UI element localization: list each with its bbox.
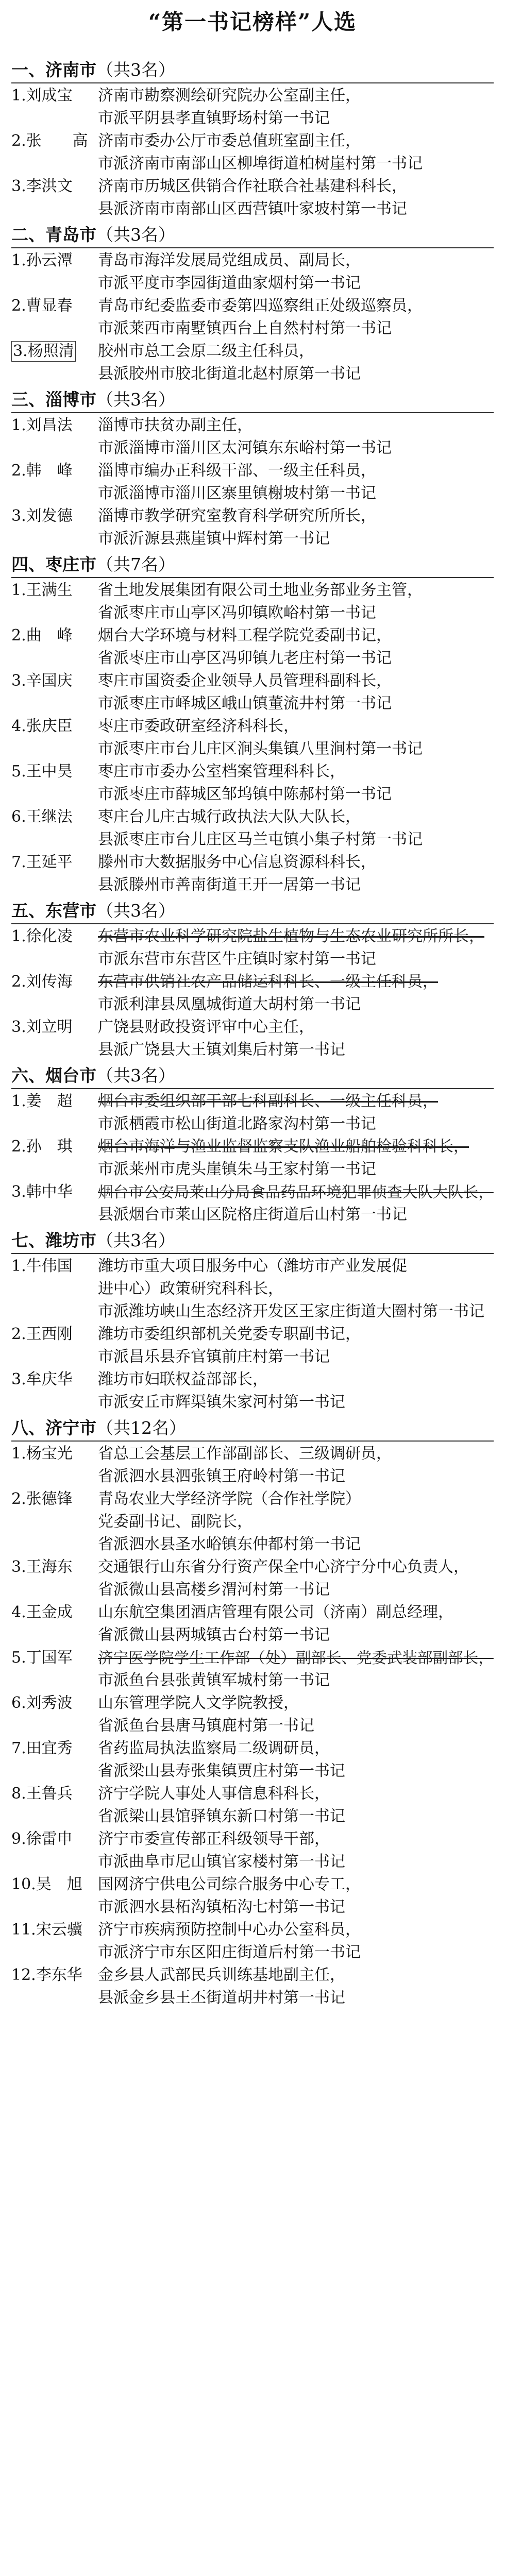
- description-line: 滕州市大数据服务中心信息资源科科长，: [98, 853, 376, 871]
- description-line: 市派平度市李园街道曲家烟村第一书记: [98, 274, 361, 292]
- person-name: [11, 340, 98, 363]
- section-2: [11, 221, 494, 385]
- description-line: 省土地发展集团有限公司土地业务部业务主管，: [98, 581, 423, 599]
- person-name: 1.牛伟国: [11, 1257, 73, 1275]
- description-line: 市派平阴县孝直镇野场村第一书记: [98, 109, 330, 127]
- person-entry: [11, 760, 494, 806]
- person-name: 2.张 高: [11, 132, 88, 150]
- description-line: 济南市历城区供销合作社联合社基建科科长，: [98, 177, 407, 195]
- person-entry: [11, 1919, 494, 1964]
- person-description: [98, 1964, 494, 2009]
- description-line: 市派曲阜市尼山镇官家楼村第一书记: [98, 1853, 345, 1871]
- person-name: 1.王满生: [11, 581, 73, 599]
- person-name: 1.刘成宝: [11, 87, 73, 105]
- person-description: [98, 84, 494, 130]
- person-description: [98, 130, 494, 175]
- person-entry: [11, 925, 494, 971]
- person-name: 12.李东华: [11, 1966, 82, 1984]
- person-name: 1.孙云潭: [11, 251, 73, 269]
- description-line: 烟台市委组织部干部七科副科长、一级主任科员，: [98, 1092, 438, 1110]
- person-entry: [11, 1964, 494, 2009]
- section-heading-text: 三、淄博市: [11, 389, 96, 410]
- page-title: “第一书记榜样”人选: [148, 9, 357, 35]
- person-name: 7.田宜秀: [11, 1739, 73, 1757]
- description-line: 省派梁山县馆驿镇东新口村第一书记: [98, 1807, 345, 1825]
- person-description: [98, 1828, 494, 1873]
- person-description: [98, 175, 494, 221]
- person-description: [98, 1783, 494, 1828]
- section-heading: [11, 550, 494, 579]
- description-line: 市派淄博市淄川区太河镇东东峪村第一书记: [98, 439, 392, 457]
- description-line: 济南市勘察测绘研究院办公室副主任，: [98, 87, 361, 105]
- person-description: [98, 414, 494, 460]
- description-line: 县派广饶县大王镇刘集后村第一书记: [98, 1041, 345, 1059]
- description-line: 县派滕州市善南街道王开一居第一书记: [98, 876, 361, 894]
- description-line: 进中心）政策研究科科长，: [98, 1280, 283, 1298]
- section-count: （共3名）: [96, 1230, 175, 1250]
- person-entry: [11, 249, 494, 295]
- section-heading: [11, 1061, 494, 1090]
- description-line: 淄博市编办正科级干部、一级主任科员，: [98, 462, 376, 480]
- person-name: 2.曹显春: [11, 297, 73, 315]
- person-name: 2.刘传海: [11, 973, 73, 991]
- description-line: 市派沂源县燕崖镇中辉村第一书记: [98, 530, 330, 548]
- section-heading-text: 二、青岛市: [11, 225, 96, 245]
- description-line: 枣庄市国资委企业领导人员管理科副科长，: [98, 672, 392, 690]
- person-description: [98, 1488, 494, 1556]
- person-entry: [11, 1181, 494, 1226]
- person-entry: [11, 1368, 494, 1414]
- person-description: [98, 249, 494, 295]
- section-heading: [11, 385, 494, 414]
- description-line: 济宁学院人事处人事信息科科长，: [98, 1785, 330, 1803]
- person-entry: [11, 579, 494, 624]
- person-description: [98, 624, 494, 670]
- section-heading-text: 一、济南市: [11, 60, 96, 80]
- person-entry: [11, 340, 494, 385]
- description-line: 省派泗水县圣水峪镇东仲都村第一书记: [98, 1535, 361, 1553]
- person-description: [98, 1556, 494, 1601]
- person-entry: [11, 1828, 494, 1873]
- person-entry: [11, 1737, 494, 1783]
- section-count: （共7名）: [96, 554, 175, 574]
- person-entry: [11, 1136, 494, 1181]
- person-name: 5.王中昊: [11, 762, 73, 781]
- person-description: [98, 715, 494, 760]
- description-line: 山东管理学院人文学院教授，: [98, 1694, 299, 1712]
- description-line: 淄博市扶贫办副主任，: [98, 416, 252, 434]
- person-description: [98, 806, 494, 851]
- person-name: 3.刘发德: [11, 507, 73, 525]
- person-entry: [11, 84, 494, 130]
- description-line: 东营市供销社农产品储运科科长、一级主任科员，: [98, 973, 438, 991]
- section-heading-text: 六、烟台市: [11, 1065, 96, 1086]
- person-entry: [11, 175, 494, 221]
- description-line: 国网济宁供电公司综合服务中心专工，: [98, 1875, 361, 1893]
- person-description: [98, 670, 494, 715]
- person-name: 6.王继法: [11, 808, 73, 826]
- section-count: （共3名）: [96, 225, 175, 245]
- section-heading-text: 七、潍坊市: [11, 1230, 96, 1250]
- description-line: 潍坊市妇联权益部部长，: [98, 1370, 268, 1388]
- person-name: 11.宋云骥: [11, 1921, 82, 1939]
- person-description: [98, 760, 494, 806]
- description-line: 金乡县人武部民兵训练基地副主任，: [98, 1966, 345, 1984]
- person-name: 3.王海东: [11, 1558, 73, 1576]
- person-description: [98, 1016, 494, 1061]
- description-line: 市派鱼台县张黄镇军城村第一书记: [98, 1671, 330, 1689]
- description-line: 广饶县财政投资评审中心主任，: [98, 1018, 314, 1036]
- description-line: 青岛市海洋发展局党组成员、副局长，: [98, 251, 361, 269]
- person-description: [98, 1255, 494, 1323]
- section-heading-text: 四、枣庄市: [11, 554, 96, 574]
- description-line: 市派枣庄市薛城区邹坞镇中陈郝村第一书记: [98, 785, 392, 803]
- person-description: [98, 340, 494, 385]
- person-name: 2.曲 峰: [11, 626, 73, 645]
- person-name: 7.王延平: [11, 853, 73, 871]
- description-line: 省派泗水县泗张镇王府岭村第一书记: [98, 1467, 345, 1485]
- person-name: 1.姜 超: [11, 1092, 73, 1110]
- person-description: [98, 1368, 494, 1414]
- description-line: 县派金乡县王丕街道胡井村第一书记: [98, 1989, 345, 2007]
- section-7: [11, 1226, 494, 1414]
- person-name: 2.孙 琪: [11, 1138, 73, 1156]
- description-line: 烟台市公安局莱山分局食品药品环境犯罪侦查大队大队长，: [98, 1183, 494, 1201]
- section-heading: [11, 1414, 494, 1443]
- person-entry: [11, 460, 494, 505]
- person-name: 10.吴 旭: [11, 1875, 82, 1893]
- person-name: 3.韩中华: [11, 1183, 73, 1201]
- person-name-boxed: 3.杨照清: [11, 341, 76, 362]
- section-5: [11, 896, 494, 1061]
- person-entry: [11, 1692, 494, 1737]
- section-count: （共3名）: [96, 1065, 175, 1086]
- section-heading: [11, 221, 494, 249]
- description-line: 市派枣庄市峄城区峨山镇董流井村第一书记: [98, 694, 392, 713]
- sections-container: [11, 56, 494, 2009]
- person-description: [98, 295, 494, 340]
- section-count: （共3名）: [96, 901, 175, 921]
- person-description: [98, 1737, 494, 1783]
- person-entry: [11, 715, 494, 760]
- description-line: 省派梁山县寿张集镇贾庄村第一书记: [98, 1762, 345, 1780]
- description-line: 省总工会基层工作部副部长、三级调研员，: [98, 1445, 392, 1463]
- person-name: 8.王鲁兵: [11, 1785, 73, 1803]
- person-name: 3.辛国庆: [11, 672, 73, 690]
- person-description: [98, 1601, 494, 1647]
- person-description: [98, 1181, 494, 1226]
- description-line: 县派济南市南部山区西营镇叶家坡村第一书记: [98, 200, 407, 218]
- section-heading: [11, 56, 494, 84]
- section-count: （共12名）: [96, 1418, 186, 1438]
- person-entry: [11, 1647, 494, 1692]
- description-line: 市派利津县凤凰城街道大胡村第一书记: [98, 995, 361, 1013]
- description-line: 市派昌乐县乔官镇前庄村第一书记: [98, 1348, 330, 1366]
- section-heading: [11, 896, 494, 925]
- person-entry: [11, 1873, 494, 1919]
- description-line: 市派莱州市虎头崖镇朱马王家村第一书记: [98, 1160, 376, 1178]
- description-line: 胶州市总工会原二级主任科员，: [98, 342, 314, 360]
- person-description: [98, 971, 494, 1016]
- person-entry: [11, 1090, 494, 1136]
- description-line: 枣庄市委政研室经济科科长，: [98, 717, 299, 735]
- description-line: 青岛市纪委监委市委第四巡察组正处级巡察员，: [98, 297, 423, 315]
- person-entry: [11, 806, 494, 851]
- person-description: [98, 1692, 494, 1737]
- description-line: 省派枣庄市山亭区冯卯镇九老庄村第一书记: [98, 649, 392, 667]
- person-entry: [11, 414, 494, 460]
- person-name: 5.丁国军: [11, 1649, 73, 1667]
- description-line: 烟台市海洋与渔业监督监察支队渔业船舶检验科科长，: [98, 1138, 469, 1156]
- description-line: 省派微山县两城镇古台村第一书记: [98, 1626, 330, 1644]
- person-name: 4.张庆臣: [11, 717, 73, 735]
- description-line: 枣庄市市委办公室档案管理科科长，: [98, 762, 345, 781]
- person-entry: [11, 1556, 494, 1601]
- person-name: 9.徐雷申: [11, 1830, 73, 1848]
- description-line: 东营市农业科学研究院盐生植物与生态农业研究所所长，: [98, 927, 484, 945]
- person-description: [98, 505, 494, 550]
- person-name: 2.王西刚: [11, 1325, 73, 1343]
- description-line: 县派烟台市莱山区院格庄街道后山村第一书记: [98, 1206, 407, 1224]
- person-entry: [11, 1016, 494, 1061]
- person-entry: [11, 130, 494, 175]
- person-entry: [11, 624, 494, 670]
- person-name: 6.刘秀波: [11, 1694, 73, 1712]
- description-line: 青岛农业大学经济学院（合作社学院）: [98, 1490, 361, 1508]
- description-line: 交通银行山东省分行资产保全中心济宁分中心负责人，: [98, 1558, 469, 1576]
- section-8: [11, 1414, 494, 2009]
- description-line: 省药监局执法监察局二级调研员，: [98, 1739, 330, 1757]
- section-6: [11, 1061, 494, 1226]
- person-name: 1.徐化凌: [11, 927, 73, 945]
- person-description: [98, 925, 494, 971]
- person-name: 2.韩 峰: [11, 462, 73, 480]
- person-description: [98, 1919, 494, 1964]
- description-line: 市派济南市南部山区柳埠街道柏树崖村第一书记: [98, 155, 423, 173]
- description-line: 市派东营市东营区牛庄镇时家村第一书记: [98, 950, 376, 968]
- person-name: 2.张德锋: [11, 1490, 73, 1508]
- section-1: [11, 56, 494, 221]
- description-line: 党委副书记、副院长，: [98, 1513, 252, 1531]
- person-description: [98, 460, 494, 505]
- person-entry: [11, 295, 494, 340]
- person-description: [98, 1090, 494, 1136]
- description-line: 市派枣庄市台儿庄区涧头集镇八里涧村第一书记: [98, 740, 423, 758]
- description-line: 济宁市委宣传部正科级领导干部，: [98, 1830, 330, 1848]
- description-line: 市派栖霞市松山街道北路家沟村第一书记: [98, 1115, 376, 1133]
- description-line: 潍坊市委组织部机关党委专职副书记，: [98, 1325, 361, 1343]
- person-entry: [11, 1601, 494, 1647]
- description-line: 省派枣庄市山亭区冯卯镇欧峪村第一书记: [98, 604, 376, 622]
- person-entry: [11, 670, 494, 715]
- description-line: 省派鱼台县唐马镇鹿村第一书记: [98, 1717, 314, 1735]
- person-description: [98, 1647, 494, 1692]
- description-line: 市派安丘市辉渠镇朱家河村第一书记: [98, 1393, 345, 1411]
- description-line: 山东航空集团酒店管理有限公司（济南）副总经理，: [98, 1603, 453, 1621]
- description-line: 县派胶州市胶北街道北赵村原第一书记: [98, 365, 361, 383]
- person-description: [98, 1443, 494, 1488]
- description-line: 济宁医学院学生工作部（处）副部长、党委武装部副部长，: [98, 1649, 494, 1667]
- section-count: （共3名）: [96, 60, 175, 80]
- section-heading: [11, 1226, 494, 1255]
- person-entry: [11, 505, 494, 550]
- section-heading-text: 八、济宁市: [11, 1418, 96, 1438]
- person-entry: [11, 971, 494, 1016]
- description-line: 济南市委办公厅市委总值班室副主任，: [98, 132, 361, 150]
- section-3: [11, 385, 494, 550]
- person-entry: [11, 1255, 494, 1323]
- person-description: [98, 1323, 494, 1368]
- description-line: 烟台大学环境与材料工程学院党委副书记，: [98, 626, 392, 645]
- description-line: 市派泗水县柘沟镇柘沟七村第一书记: [98, 1898, 345, 1916]
- description-line: 淄博市教学研究室教育科学研究所所长，: [98, 507, 376, 525]
- description-line: 济宁市疾病预防控制中心办公室科员，: [98, 1921, 361, 1939]
- person-entry: [11, 1783, 494, 1828]
- description-line: 市派淄博市淄川区寨里镇榭坡村第一书记: [98, 484, 376, 502]
- section-4: [11, 550, 494, 896]
- person-description: [98, 579, 494, 624]
- person-description: [98, 1136, 494, 1181]
- person-name: 1.刘昌法: [11, 416, 73, 434]
- person-entry: [11, 1323, 494, 1368]
- person-name: 1.杨宝光: [11, 1445, 73, 1463]
- person-name: 3.牟庆华: [11, 1370, 73, 1388]
- description-line: 潍坊市重大项目服务中心（潍坊市产业发展促: [98, 1257, 407, 1275]
- description-line: 枣庄台儿庄古城行政执法大队大队长，: [98, 808, 361, 826]
- person-name: 3.李洪文: [11, 177, 73, 195]
- description-line: 县派枣庄市台儿庄区马兰屯镇小集子村第一书记: [98, 831, 423, 849]
- section-count: （共3名）: [96, 389, 175, 410]
- person-name: 3.刘立明: [11, 1018, 73, 1036]
- person-entry: [11, 851, 494, 896]
- description-line: 市派济宁市东区阳庄街道后村第一书记: [98, 1943, 361, 1961]
- person-description: [98, 851, 494, 896]
- person-name: 4.王金成: [11, 1603, 73, 1621]
- person-entry: [11, 1488, 494, 1556]
- person-entry: [11, 1443, 494, 1488]
- description-line: 市派莱西市南墅镇西台上自然村村第一书记: [98, 319, 392, 337]
- description-line: 省派微山县高楼乡渭河村第一书记: [98, 1581, 330, 1599]
- section-heading-text: 五、东营市: [11, 901, 96, 921]
- description-line: 市派潍坊峡山生态经济开发区王家庄街道大圈村第一书记: [98, 1302, 484, 1320]
- person-description: [98, 1873, 494, 1919]
